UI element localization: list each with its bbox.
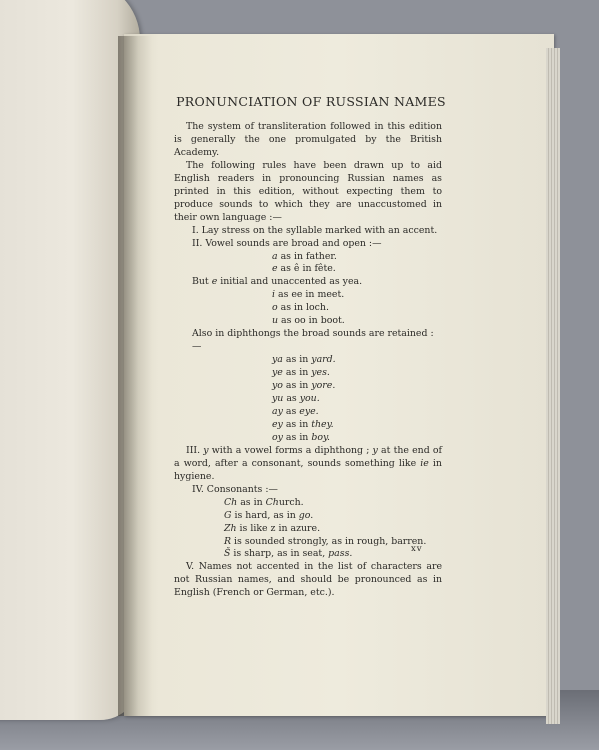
book-gutter: [118, 36, 152, 716]
page-edges: [546, 48, 560, 724]
consonant-ch: Ch as in Church.: [224, 496, 304, 508]
diphthong-oy: oy as in boy.: [272, 431, 331, 443]
diphthong-intro: Also in diphthongs the broad sounds are retained :—: [192, 328, 434, 353]
intro-paragraph-1: The system of transliteration followed in this edition is generally the one promulgated by the British Academy.: [174, 121, 442, 158]
diphthong-ya: ya as in yard.: [272, 354, 336, 366]
rule-5: V. Names not accented in the list of characters are not Russian names, and should be pronounced as in English (French or German, etc.).: [174, 561, 442, 599]
consonant-s: Š is sharp, as in seat, pass.: [224, 548, 353, 560]
intro-paragraph-2: The following rules have been drawn up to aid English readers in pronouncing Russian names as printed in this edition, without expecting them to produce sounds to which they are unaccustomed in their own language :—: [174, 159, 442, 223]
page-number: xv: [411, 544, 423, 554]
consonant-r: R is sounded strongly, as in rough, barren.: [224, 535, 427, 547]
diphthong-ye: ye as in yes.: [272, 367, 330, 379]
vowel-a: a as in father.: [272, 250, 337, 262]
page-title: PRONUNCIATION OF RUSSIAN NAMES: [176, 94, 446, 109]
initial-e-note: But e initial and unaccented as yea.: [192, 276, 363, 288]
rule-3: III. y with a vowel forms a diphthong ; y at the end of a word, after a consonant, sounds something like ie in hygiene.: [174, 444, 442, 482]
consonant-g: G is hard, as in go.: [224, 509, 314, 521]
rule-2: II. Vowel sounds are broad and open :—: [192, 237, 382, 249]
consonant-zh: Zh is like z in azure.: [224, 522, 321, 534]
rule-1: I. Lay stress on the syllable marked with an accent.: [192, 224, 438, 236]
page-text: [174, 94, 446, 600]
rule-4: IV. Consonants :—: [192, 483, 278, 495]
vowel-o: o as in loch.: [272, 302, 329, 314]
diphthong-yo: yo as in yore.: [272, 380, 336, 392]
diphthong-ay: ay as eye.: [272, 405, 319, 417]
diphthong-ey: ey as in they.: [272, 418, 334, 430]
diphthong-yu: yu as you.: [272, 393, 320, 405]
vowel-e: e as ê in fête.: [272, 263, 336, 275]
vowel-i: i as ee in meet.: [272, 289, 345, 301]
vowel-u: u as oo in boot.: [272, 315, 345, 327]
